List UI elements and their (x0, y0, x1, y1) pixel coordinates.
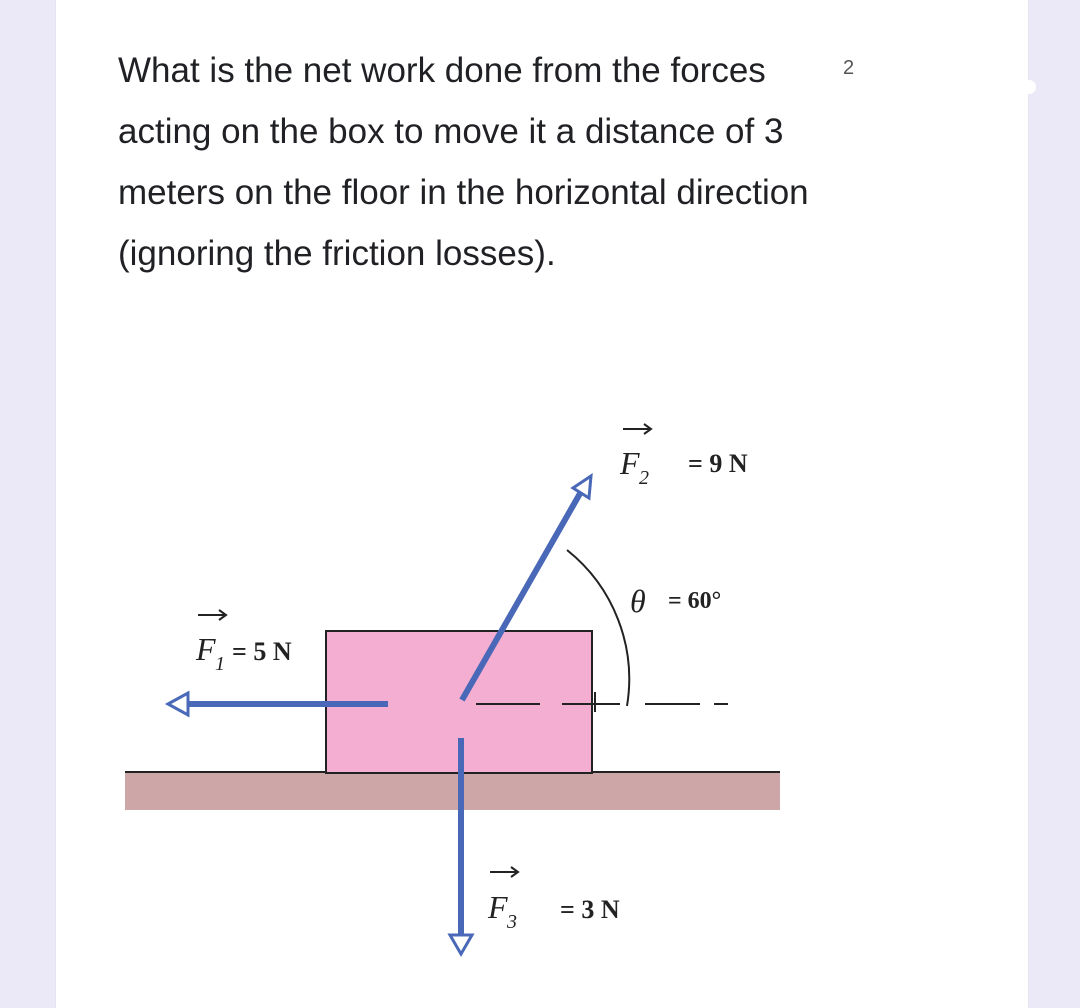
svg-text:F: F (488, 889, 508, 925)
svg-text:1: 1 (215, 653, 225, 675)
svg-text:2: 2 (639, 467, 649, 489)
svg-text:3: 3 (507, 911, 517, 933)
svg-text:= 5 N: = 5 N (232, 637, 292, 666)
f2-label (619, 424, 748, 489)
svg-text:= 3 N: = 3 N (560, 895, 620, 924)
angle-label (630, 583, 721, 619)
question-text: What is the net work done from the forces acting on the box to move it a distance of 3 meters on the floor in the horizontal direction (ignoring the friction losses). (118, 51, 809, 273)
stray-mark: 2 (843, 57, 855, 79)
f3-label (487, 867, 620, 933)
f1-label (195, 610, 292, 675)
svg-text:θ: θ (630, 583, 646, 619)
svg-text:= 9 N: = 9 N (688, 449, 748, 478)
svg-text:F: F (620, 445, 640, 481)
floor (125, 772, 780, 810)
svg-text:F: F (196, 631, 216, 667)
svg-text:= 60°: = 60° (668, 588, 722, 614)
